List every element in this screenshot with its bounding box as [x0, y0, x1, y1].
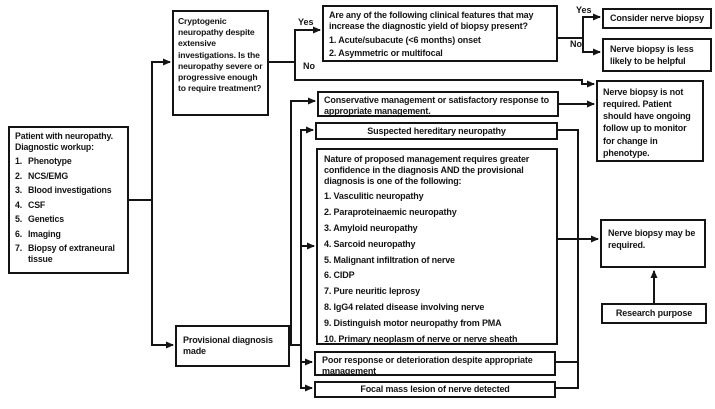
biopsy-not-required-box: Nerve biopsy is not required. Patient should have ongoing follow up to monitor for change in phenotype. — [596, 80, 704, 162]
poor-response-box: Poor response or deterioration despite appropriate management — [314, 351, 556, 376]
consider-nerve-biopsy-box: Consider nerve biopsy — [602, 8, 712, 29]
list-item: 10. Primary neoplasm of nerve or nerve sheath — [324, 333, 518, 344]
list-item: 2. Paraproteinaemic neuropathy — [324, 207, 457, 218]
patient-workup-title: Patient with neuropathy. Diagnostic workup: — [15, 131, 113, 152]
list-item: 4. CSF — [15, 199, 46, 210]
suspected-hereditary-box: Suspected hereditary neuropathy — [315, 122, 558, 140]
list-item: 9. Distinguish motor neuropathy from PMA — [324, 317, 502, 328]
focal-mass-lesion-box: Focal mass lesion of nerve detected — [314, 381, 556, 398]
patient-workup-box — [8, 126, 129, 274]
list-item: 3. Blood investigations — [15, 185, 112, 196]
biopsy-may-be-required-box: Nerve biopsy may be required. — [600, 219, 706, 268]
list-item: 4. Sarcoid neuropathy — [324, 238, 416, 249]
cryptogenic-neuropathy-box: Cryptogenic neuropathy despite extensive investigations. Is the neuropathy severe or progressive enough to require treatment? — [172, 10, 269, 116]
list-item: 2. NCS/EMG — [15, 170, 69, 181]
list-item: 1. Acute/subacute (<6 months) onset — [329, 34, 481, 45]
list-item: 8. IgG4 related disease involving nerve — [324, 301, 485, 312]
conservative-management-box: Conservative management or satisfactory response to appropriate management. — [317, 91, 559, 117]
list-item: 6. CIDP — [324, 270, 355, 281]
list-item: 3. Amyloid neuropathy — [324, 222, 418, 233]
list-item: 2. Asymmetric or multifocal — [329, 48, 443, 59]
research-purpose-box: Research purpose — [601, 303, 707, 324]
yes-label-cryptogenic: Yes — [298, 17, 314, 27]
list-item: 1. Phenotype — [15, 156, 72, 167]
no-label-clinical: No — [570, 39, 582, 49]
list-item: 5. Malignant infiltration of nerve — [324, 254, 455, 265]
list-item: 7. Biopsy of extraneural tissue — [15, 243, 115, 264]
no-label-cryptogenic: No — [303, 61, 315, 71]
list-item: 7. Pure neuritic leprosy — [324, 286, 420, 297]
list-item: 5. Genetics — [15, 214, 64, 225]
yes-label-clinical: Yes — [576, 5, 592, 15]
management-confidence-title: Nature of proposed management requires greater confidence in the diagnosis AND the provisional diagnosis is one of the following: — [324, 154, 530, 186]
clinical-features-box — [322, 5, 558, 62]
clinical-features-title: Are any of the following clinical features that may increase the diagnostic yield of biopsy present? — [329, 10, 534, 31]
biopsy-less-likely-box: Nerve biopsy is less likely to be helpful — [602, 38, 712, 72]
provisional-diagnosis-box: Provisional diagnosis made — [175, 325, 290, 367]
list-item: 6. Imaging — [15, 228, 61, 239]
management-confidence-box — [316, 148, 558, 345]
list-item: 1. Vasculitic neuropathy — [324, 191, 424, 202]
